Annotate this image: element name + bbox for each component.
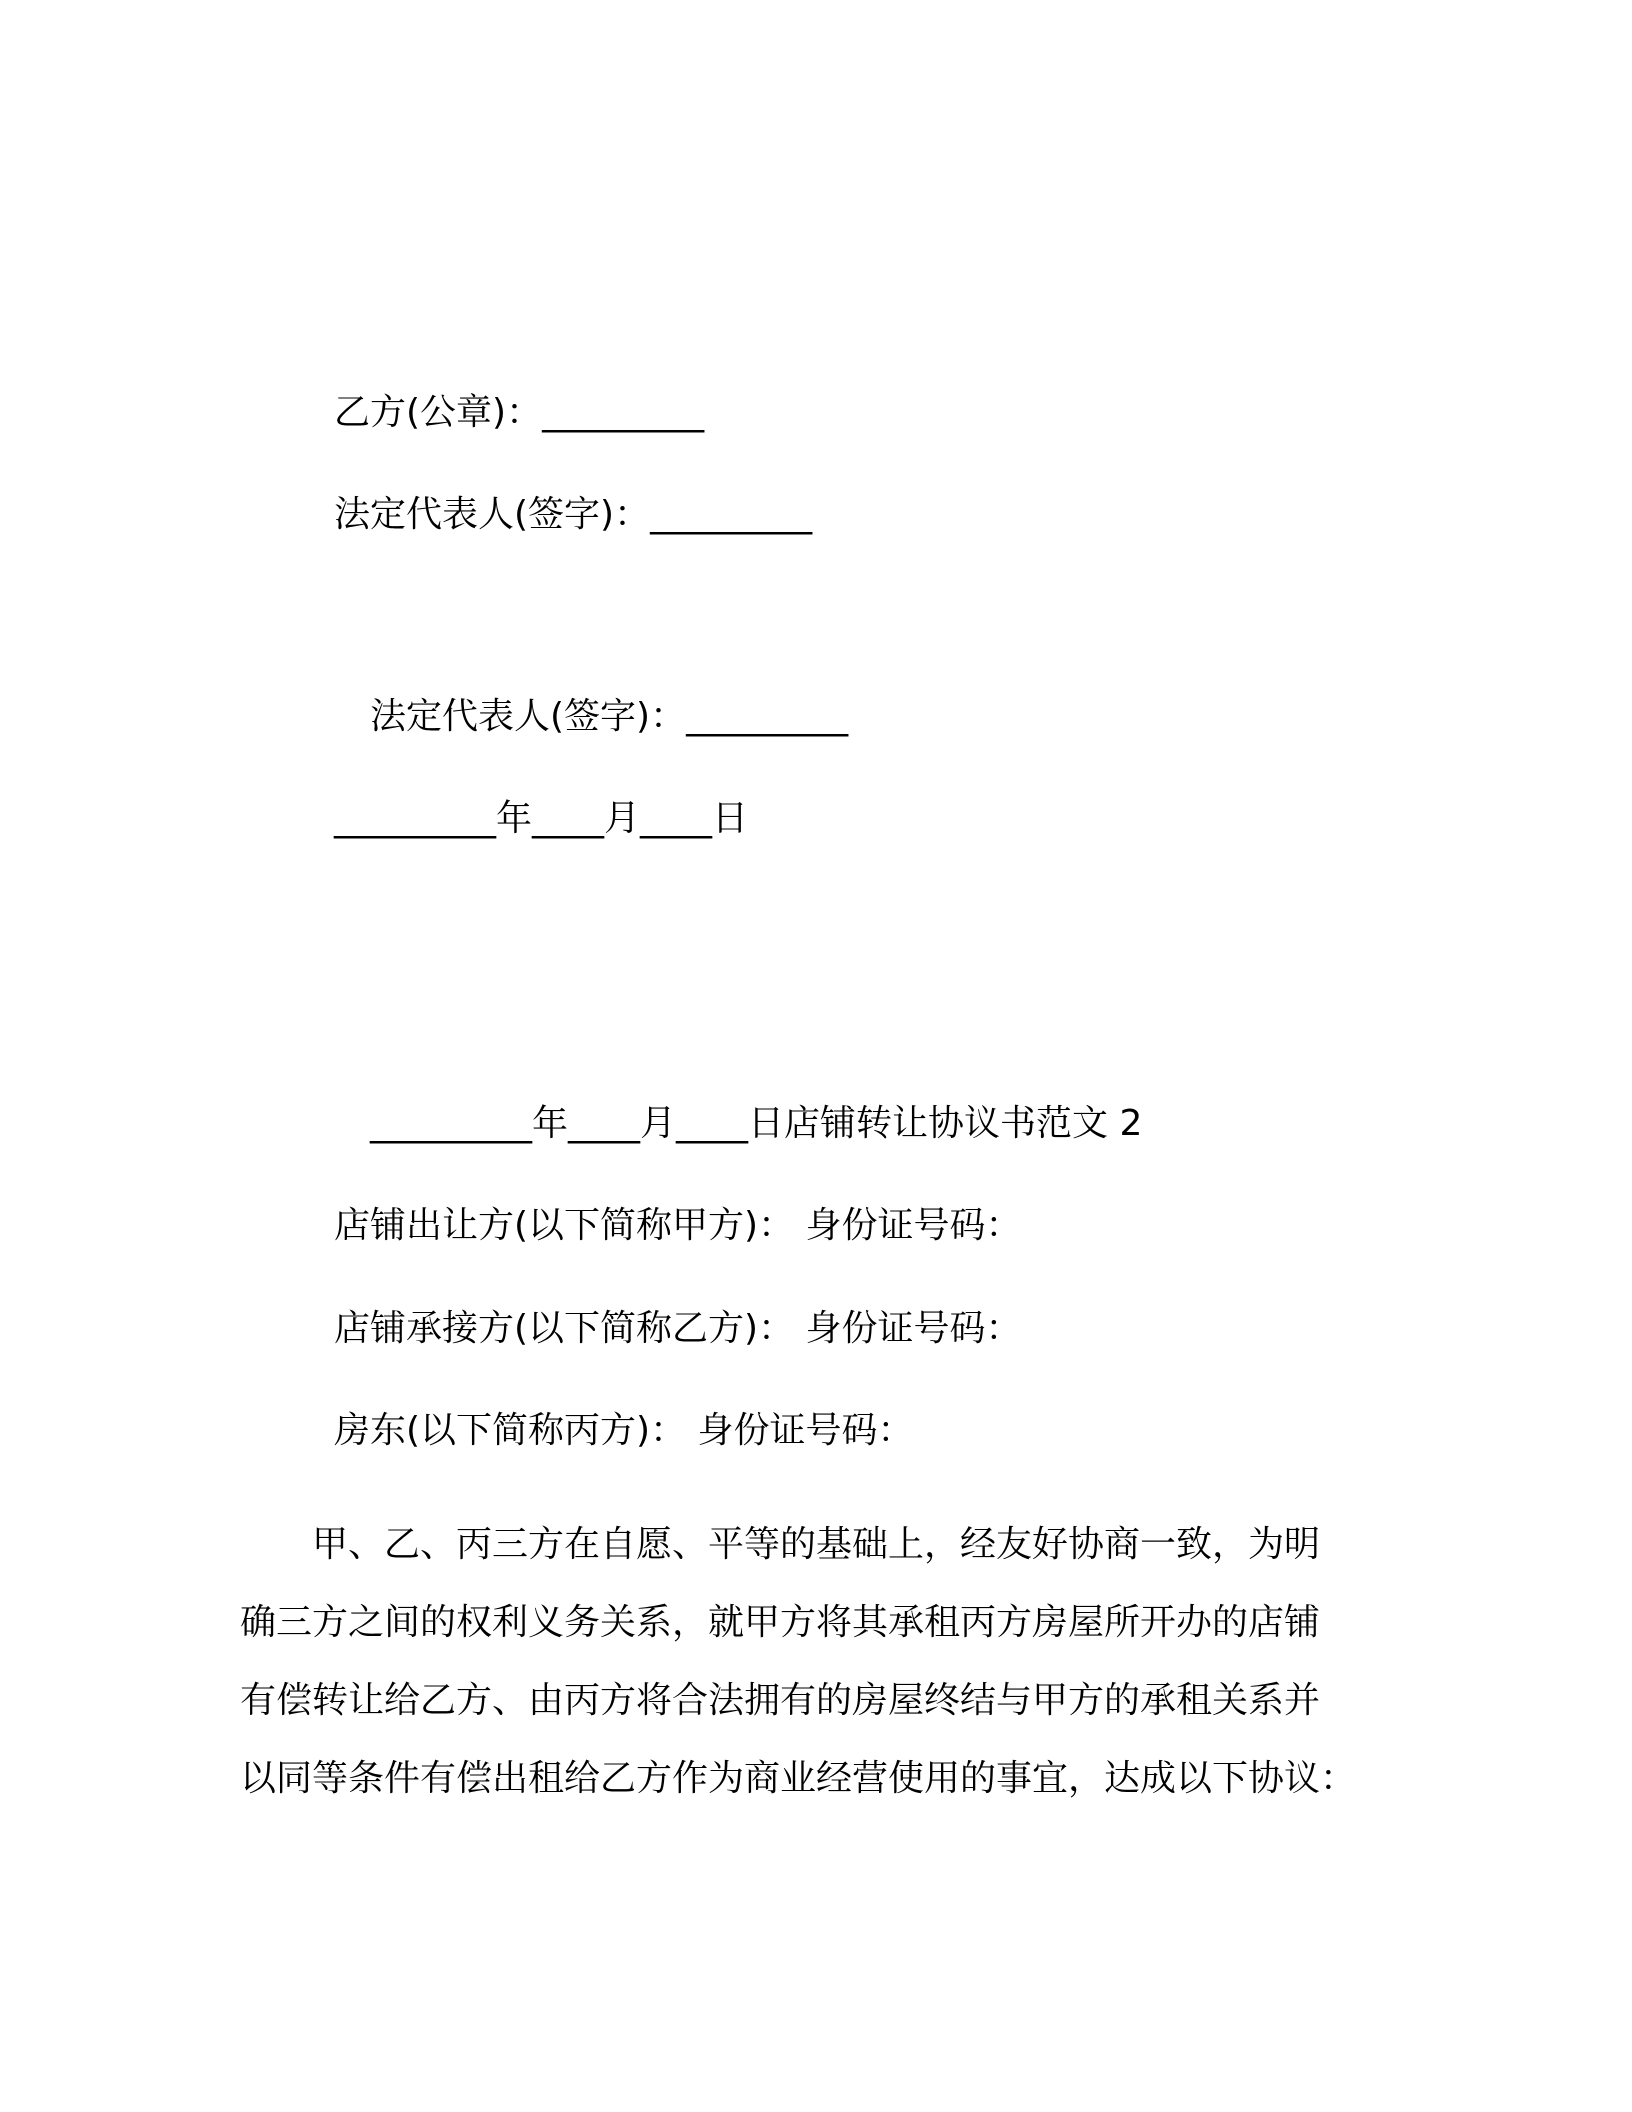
party-b-line: 店铺承接方(以下简称乙方)： 身份证号码： bbox=[334, 1308, 1022, 1349]
date-line: _________年____月____日 bbox=[334, 798, 748, 839]
document-title: _________年____月____日店铺转让协议书范文 2 bbox=[370, 1103, 1143, 1144]
party-c-line: 房东(以下简称丙方)： 身份证号码： bbox=[334, 1410, 914, 1451]
party-a-line: 店铺出让方(以下简称甲方)： 身份证号码： bbox=[334, 1205, 1022, 1246]
intro-paragraph-line: 甲、乙、丙三方在自愿、平等的基础上，经友好协商一致，为明 bbox=[240, 1524, 1321, 1565]
intro-paragraph-line: 有偿转让给乙方、由丙方将合法拥有的房屋终结与甲方的承租关系并 bbox=[240, 1680, 1321, 1721]
intro-paragraph bbox=[240, 1506, 1390, 1818]
legal-representative-signature-line: 法定代表人(签字)：_________ bbox=[334, 494, 813, 535]
intro-paragraph-line: 确三方之间的权利义务关系，就甲方将其承租丙方房屋所开办的店铺 bbox=[240, 1602, 1321, 1643]
legal-representative-signature-line-2: 法定代表人(签字)：_________ bbox=[370, 696, 849, 737]
party-b-seal-line: 乙方(公章)：_________ bbox=[334, 392, 705, 433]
intro-paragraph-line: 以同等条件有偿出租给乙方作为商业经营使用的事宜，达成以下协议： bbox=[240, 1758, 1357, 1799]
